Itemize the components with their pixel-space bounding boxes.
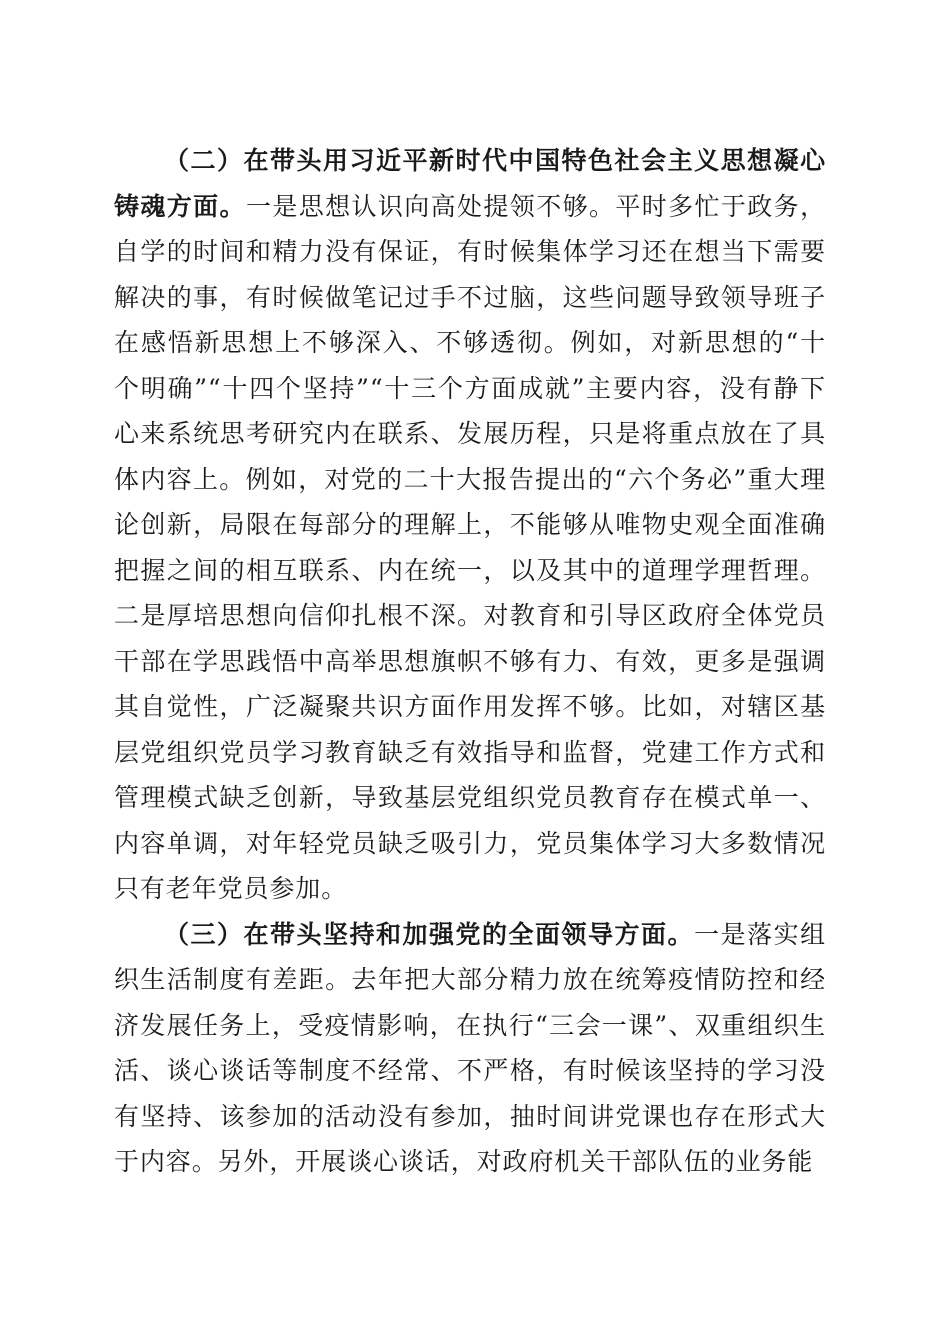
section-body-3: 一是落实组织生活制度有差距。去年把大部分精力放在统筹疫情防控和经济发展任务上，受疫情影响，在执行“三会一课”、双重组织生活、谈心谈话等制度不经常、不严格，有时候该坚持的学习没有坚持、该参加的活动没有参加，抽时间讲党课也存在形式大于内容。另外，开展谈心谈话，对政府机关干部队伍的业务能 (114, 919, 826, 1176)
section-heading-3: （三）在带头坚持和加强党的全面领导方面。 (164, 919, 695, 949)
document-body (114, 138, 826, 1185)
section-body-2: 一是思想认识向高处提领不够。平时多忙于政务，自学的时间和精力没有保证，有时候集体学习还在想当下需要解决的事，有时候做笔记过手不过脑，这些问题导致领导班子在感悟新思想上不够深入、不够透彻。例如，对新思想的“十个明确”“十四个坚持”“十三个方面成就”主要内容，没有静下心来系统思考研究内在联系、发展历程，只是将重点放在了具体内容上。例如，对党的二十大报告提出的“六个务必”重大理论创新，局限在每部分的理解上，不能够从唯物史观全面准确把握之间的相互联系、内在统一，以及其中的道理学理哲理。二是厚培思想向信仰扎根不深。对教育和引导区政府全体党员干部在学思践悟中高举思想旗帜不够有力、有效，更多是强调其自觉性，广泛凝聚共识方面作用发挥不够。比如，对辖区基层党组织党员学习教育缺乏有效指导和监督，党建工作方式和管理模式缺乏创新，导致基层党组织党员教育存在模式单一、内容单调，对年轻党员缺乏吸引力，党员集体学习大多数情况只有老年党员参加。 (114, 191, 826, 903)
paragraph-section-3 (114, 912, 826, 1185)
section-heading-2: （二）在带头用习近平新时代中国特色社会主义思想凝心铸魂方面。 (114, 146, 826, 221)
paragraph-section-2 (114, 138, 826, 912)
